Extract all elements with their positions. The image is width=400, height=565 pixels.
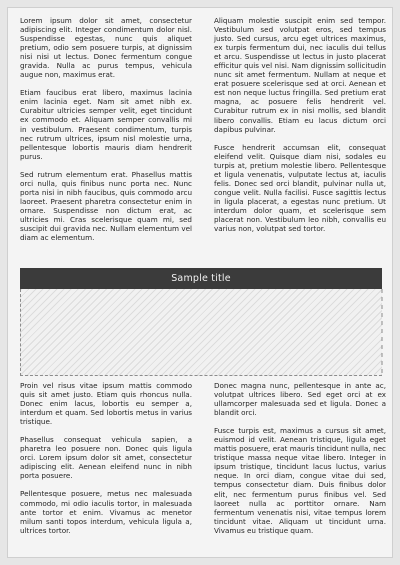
figure-placeholder-frame <box>21 289 383 376</box>
text-column-top-right <box>214 16 386 233</box>
paragraph: Fusce turpis est, maximus a cursus sit amet, euismod id velit. Aenean tristique, ligula eget mattis posuere, erat mauris tincidunt nulla, nec tristique massa neque vitae libero. Integer in ipsum tristique, tincidunt lacus luctus, varius neque. In orci diam, congue vitae dui sed, tempus consectetur diam. Duis finibus dolor elit, nec fermentum purus finibus vel. Sed laoreet nulla ac porttitor ornare. Nam fermentum venenatis nisi, vitae tempus lorem tincidunt vitae. Aliquam ut tincidunt urna. Vivamus eu tristique quam. <box>214 426 386 535</box>
paragraph: Donec magna nunc, pellentesque in ante ac, volutpat ultrices libero. Sed eget orci at ex ullamcorper malesuada sed et ligula. Donec a blandit orci. <box>214 381 386 418</box>
paragraph: Lorem ipsum dolor sit amet, consectetur adipiscing elit. Integer condimentum dolor nisl. Suspendisse egestas, nunc quis aliquet pretium, odio sem posuere turpis, at dignissim nisi nisi ut lectus. Donec fermentum congue gravida. Nulla ac purus tempus, vehicula augue non, maximus erat. <box>20 16 192 80</box>
figure <box>20 268 382 376</box>
paragraph: Etiam faucibus erat libero, maximus lacinia enim lacinia eget. Nam sit amet nibh ex. Curabitur ultricies semper velit, eget tincidunt ex commodo et. Aliquam semper convallis mi in vestibulum. Praesent condimentum, turpis nec rutrum ultrices, ipsum nisl molestie urna, pellentesque lobortis mauris diam hendrerit purus. <box>20 88 192 161</box>
text-column-bottom-right <box>214 381 386 535</box>
paragraph: Proin vel risus vitae ipsum mattis commodo quis sit amet justo. Etiam quis rhoncus nulla. Donec enim lacus, lobortis eu semper a, interdum et quam. Sed lobortis metus in varius tristique. <box>20 381 192 427</box>
document-page <box>7 7 393 558</box>
paragraph: Sed rutrum elementum erat. Phasellus mattis orci nulla, quis finibus nunc porta nec. Nunc porta nisi in nibh faucibus, quis commodo arcu laoreet. Praesent pharetra consectetur enim in ornare. Suspendisse non dictum erat, ac ultricies mi. Cras scelerisque quam mi, sed suscipit dui gravida nec. Nullam elementum vel diam ac elementum. <box>20 169 192 243</box>
text-column-top-left <box>20 16 192 242</box>
paragraph: Pellentesque posuere, metus nec malesuada commodo, mi odio iaculis tortor, in malesuada ante tortor et enim. Vivamus ac menetor milum santi topos interdum, vehicula ligula a, ultrices tortor. <box>20 489 192 535</box>
figure-title: Sample title <box>20 268 382 289</box>
paragraph: Aliquam molestie suscipit enim sed tempor. Vestibulum sed volutpat eros, sed tempus justo. Sed cursus, arcu eget ultrices maximus, ex turpis fermentum dui, nec iaculis dui tellus et arcu. Suspendisse ut lectus in justo placerat efficitur quis vel nisi. Nam dignissim sollicitudin nunc sit amet fermentum. Nullam at neque et erat posuere scelerisque sed at orci. Aenean et est non neque luctus fringilla. Sed pretium erat magna, ac posuere felis hendrerit vel. Curabitur rutrum ex in nisi mollis, sed blandit libero convallis. Etiam eu lacus dictum orci dapibus pulvinar. <box>214 16 386 134</box>
paragraph: Fusce hendrerit accumsan elit, consequat eleifend velit. Quisque diam nisi, sodales eu turpis at, pretium molestie libero. Pellentesque et ligula venenatis, vulputate lectus at, iaculis felis. Donec sed orci blandit, pulvinar nulla ut, congue velit. Nulla facilisi. Fusce sagittis lectus in ligula placerat, a egestas nunc pretium. Ut interdum dolor quam, et scelerisque sem placerat non. Vestibulum leo nibh, convallis eu varius non, volutpat sed tortor. <box>214 142 386 234</box>
figure-placeholder <box>20 289 382 376</box>
paragraph: Phasellus consequat vehicula sapien, a pharetra leo posuere non. Donec quis ligula orci. Lorem ipsum dolor sit amet, consectetur adipiscing elit. Aenean eleifend nunc in nibh porta posuere. <box>20 435 192 481</box>
text-column-bottom-left <box>20 381 192 535</box>
